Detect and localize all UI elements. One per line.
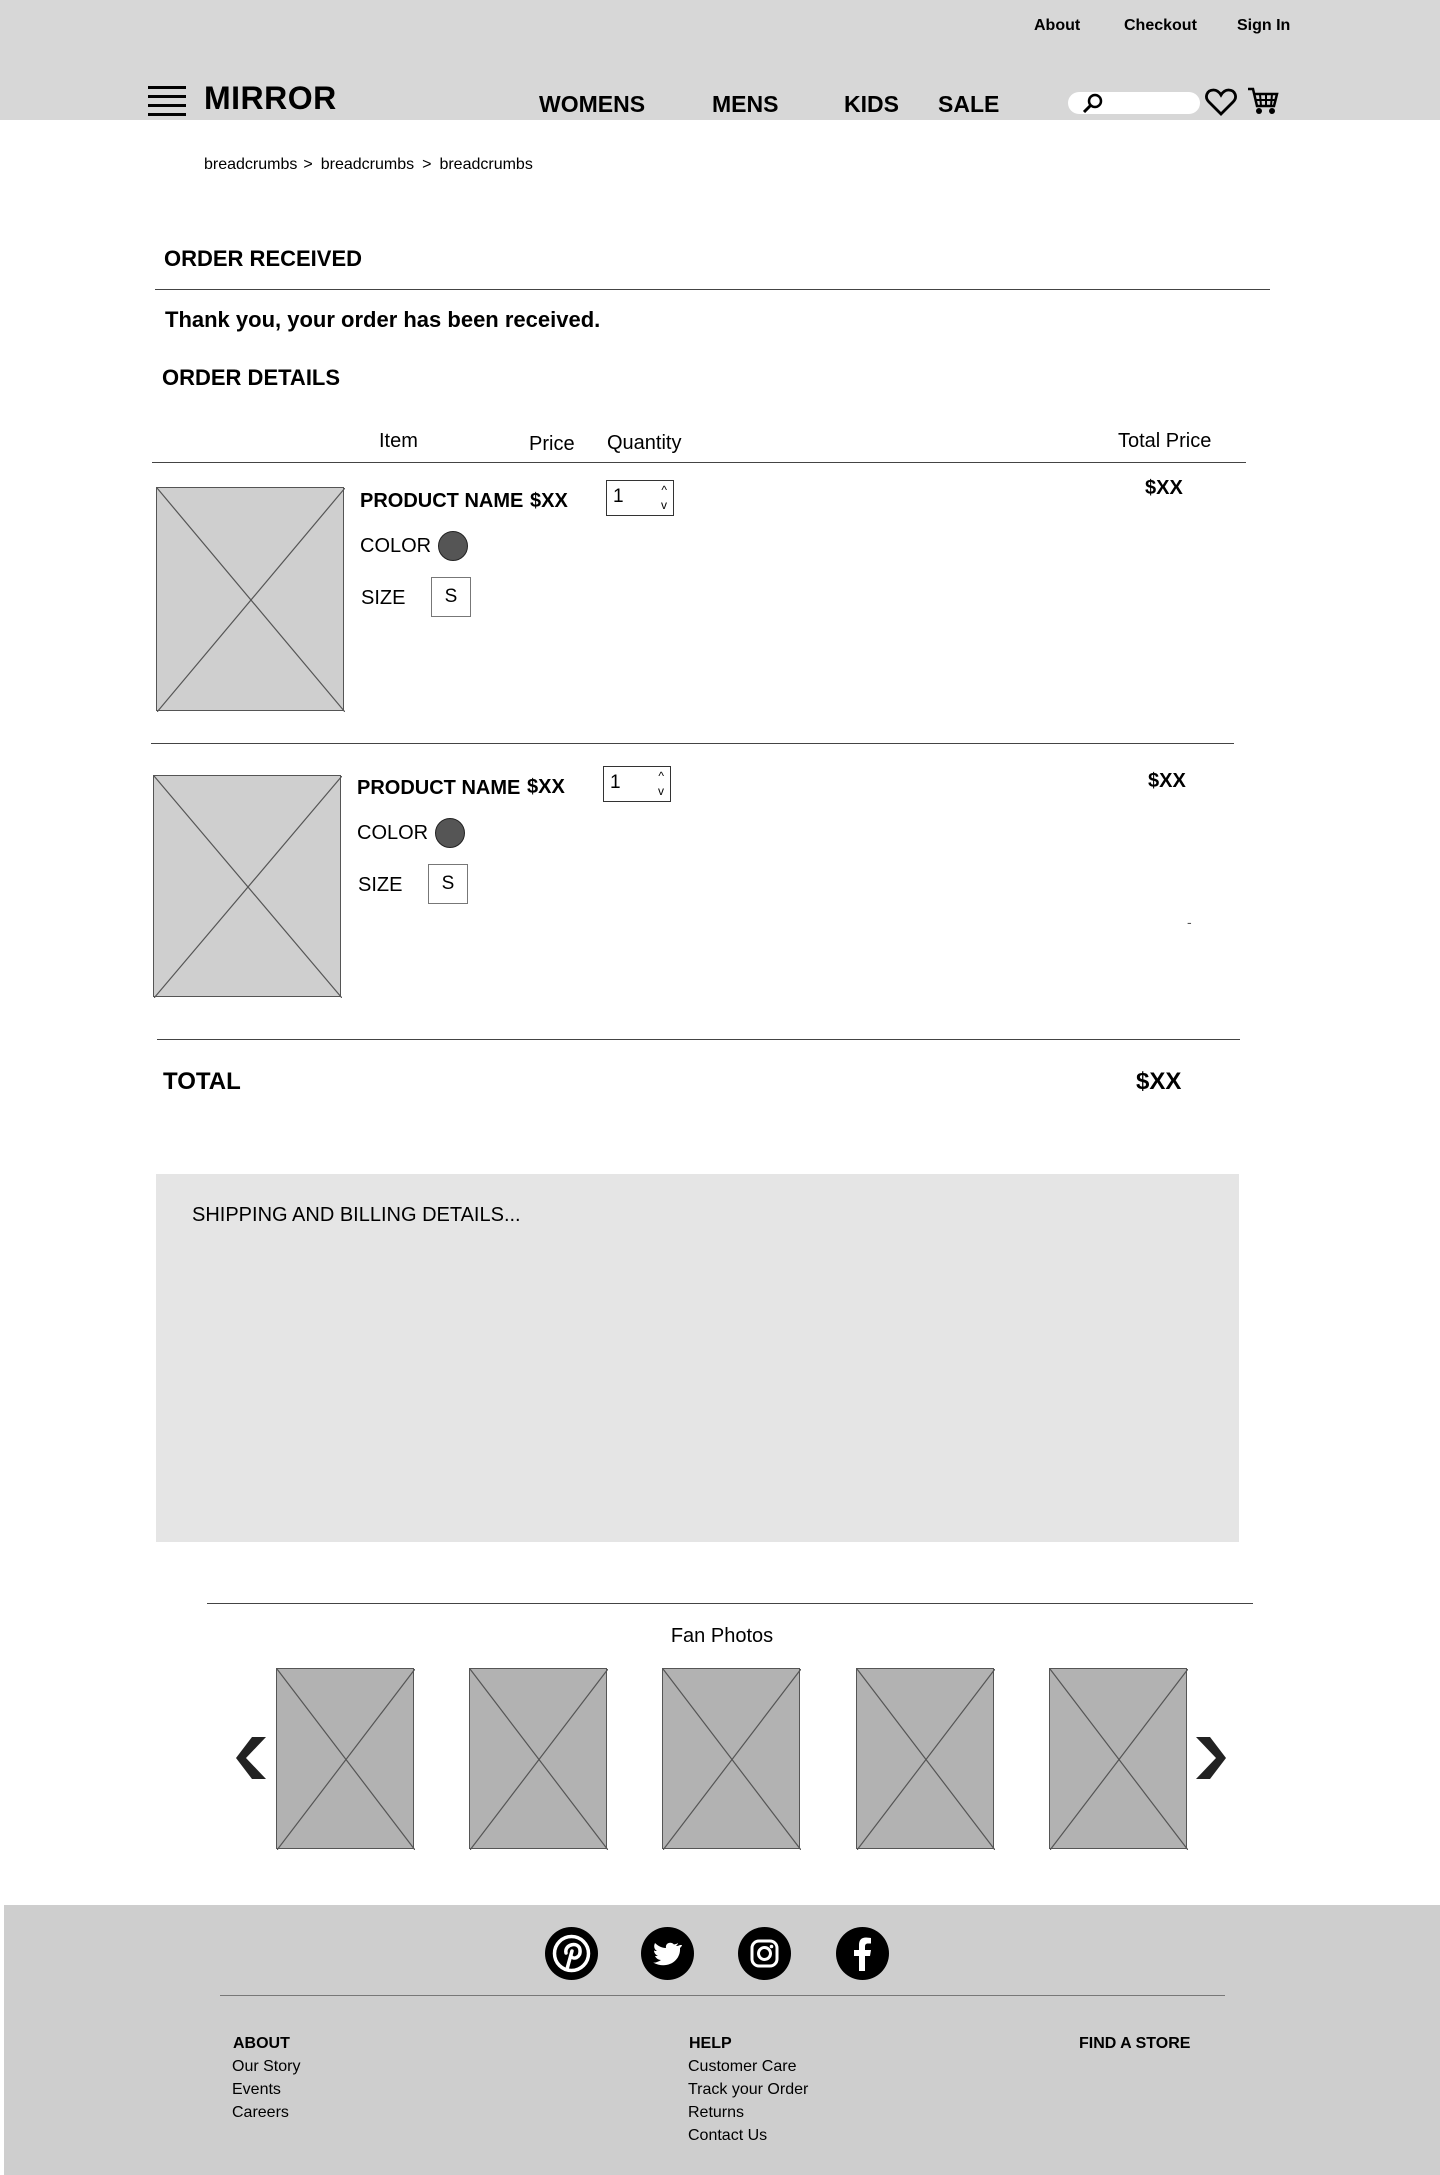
facebook-icon[interactable] xyxy=(836,1927,889,1980)
line-total: $XX xyxy=(1145,477,1183,499)
footer-link-customer-care[interactable]: Customer Care xyxy=(688,2058,797,2075)
logo[interactable]: MIRROR xyxy=(204,80,337,116)
product-image-placeholder xyxy=(153,775,341,997)
product-image-placeholder xyxy=(156,487,344,711)
divider xyxy=(155,289,1270,290)
divider xyxy=(152,462,1246,463)
order-received-heading: ORDER RECEIVED xyxy=(164,246,363,271)
color-label: COLOR xyxy=(357,822,429,844)
instagram-icon[interactable] xyxy=(738,1927,791,1980)
column-header-total-price: Total Price xyxy=(1118,430,1212,452)
fan-photo[interactable] xyxy=(662,1668,800,1849)
column-header-quantity: Quantity xyxy=(607,432,682,454)
chevron-up-icon[interactable]: ^ xyxy=(658,769,664,783)
total-label: TOTAL xyxy=(163,1068,241,1095)
nav-kids[interactable]: KIDS xyxy=(844,91,899,117)
order-details-heading: ORDER DETAILS xyxy=(162,365,341,390)
breadcrumb xyxy=(204,156,533,174)
heart-icon[interactable] xyxy=(1205,88,1237,116)
nav-sale[interactable]: SALE xyxy=(938,91,1000,117)
pinterest-icon[interactable] xyxy=(545,1927,598,1980)
divider xyxy=(220,1995,1225,1996)
footer-link-contact-us[interactable]: Contact Us xyxy=(688,2127,768,2144)
chevron-down-icon[interactable]: v xyxy=(658,784,664,798)
color-swatch[interactable] xyxy=(438,531,468,561)
shipping-billing-panel xyxy=(156,1174,1239,1542)
footer-link-careers[interactable]: Careers xyxy=(232,2104,289,2121)
total-value: $XX xyxy=(1136,1068,1182,1095)
about-link[interactable]: About xyxy=(1034,17,1081,34)
search-input[interactable] xyxy=(1068,92,1200,114)
footer-help-heading: HELP xyxy=(689,2035,732,2052)
product-name: PRODUCT NAME xyxy=(357,777,521,799)
column-header-price: Price xyxy=(529,433,575,455)
divider xyxy=(157,1039,1240,1040)
fan-photo[interactable] xyxy=(1049,1668,1187,1849)
breadcrumb-item[interactable]: breadcrumbs xyxy=(439,156,533,173)
chevron-up-icon[interactable]: ^ xyxy=(661,483,667,497)
footer-find-store-link[interactable]: FIND A STORE xyxy=(1079,2035,1191,2052)
footer-about-heading: ABOUT xyxy=(233,2035,290,2052)
quantity-value: 1 xyxy=(610,772,621,793)
footer-link-returns[interactable]: Returns xyxy=(688,2104,745,2121)
line-total: $XX xyxy=(1148,770,1186,792)
fan-photos-title: Fan Photos xyxy=(670,1625,774,1647)
quantity-stepper[interactable] xyxy=(606,480,674,516)
quantity-value: 1 xyxy=(613,486,624,507)
breadcrumb-item[interactable]: breadcrumbs xyxy=(204,156,298,173)
quantity-stepper[interactable] xyxy=(603,766,671,802)
thank-you-message: Thank you, your order has been received. xyxy=(165,307,601,332)
product-price: $XX xyxy=(530,490,568,512)
size-label: SIZE xyxy=(361,587,406,609)
size-label: SIZE xyxy=(358,874,403,896)
product-name: PRODUCT NAME xyxy=(360,490,524,512)
search-icon xyxy=(1082,93,1104,113)
sign-in-link[interactable]: Sign In xyxy=(1237,17,1291,34)
nav-mens[interactable]: MENS xyxy=(712,91,779,117)
size-option[interactable]: S xyxy=(431,577,471,617)
footer-link-track-order[interactable]: Track your Order xyxy=(688,2081,809,2098)
chevron-right-icon[interactable] xyxy=(1194,1737,1226,1779)
breadcrumb-separator: > xyxy=(422,156,432,173)
breadcrumb-item[interactable]: breadcrumbs xyxy=(320,156,415,173)
chevron-left-icon[interactable] xyxy=(236,1737,268,1779)
cart-icon[interactable] xyxy=(1247,86,1279,116)
divider xyxy=(207,1603,1253,1604)
color-swatch[interactable] xyxy=(435,818,465,848)
nav-womens[interactable]: WOMENS xyxy=(539,91,646,117)
stray-mark: - xyxy=(1187,914,1192,930)
color-label: COLOR xyxy=(360,535,432,557)
breadcrumb-separator: > xyxy=(303,156,313,173)
divider xyxy=(151,743,1234,744)
footer-link-our-story[interactable]: Our Story xyxy=(232,2058,301,2075)
product-price: $XX xyxy=(527,776,565,798)
fan-photo[interactable] xyxy=(469,1668,607,1849)
fan-photo[interactable] xyxy=(276,1668,414,1849)
fan-photo[interactable] xyxy=(856,1668,994,1849)
footer-link-events[interactable]: Events xyxy=(232,2081,281,2098)
shipping-billing-text: SHIPPING AND BILLING DETAILS... xyxy=(192,1204,521,1226)
menu-icon[interactable] xyxy=(148,86,186,116)
twitter-icon[interactable] xyxy=(641,1927,694,1980)
checkout-link[interactable]: Checkout xyxy=(1124,17,1197,34)
column-header-item: Item xyxy=(379,430,418,452)
chevron-down-icon[interactable]: v xyxy=(661,498,667,512)
size-option[interactable]: S xyxy=(428,864,468,904)
